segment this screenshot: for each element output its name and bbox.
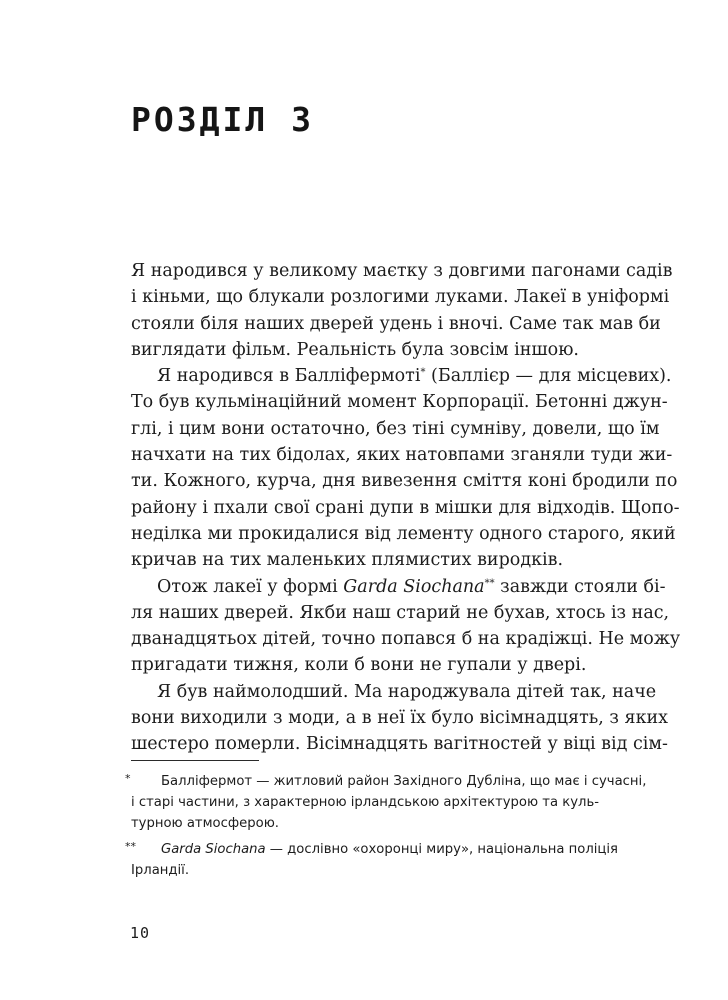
footnote-1 [125, 772, 647, 834]
text-line: неділка ми прокидалися від лементу одного старого, який [131, 523, 676, 544]
text-line: стояли біля наших дверей удень і вночі. Саме так мав би [131, 313, 661, 334]
footnote-line: і старі частини, з характерною ірландською архітектурою та куль- [131, 794, 599, 810]
text-line: і кіньми, що блукали розлогими луками. Лакеї в уніформі [131, 287, 670, 308]
footnote-line: Ірландії. [131, 863, 190, 879]
text-fragment: (Баллієр — для місцевих). [425, 366, 672, 387]
footnote-2 [125, 840, 618, 882]
text-line [131, 363, 672, 389]
text-line: ти. Кожного, курча, дня вивезення сміття коні бродили по [131, 471, 678, 492]
footnotes [125, 772, 647, 888]
text-line: пригадати тижня, коли б вони не гупали у двері. [131, 655, 587, 676]
footnote-line [131, 840, 618, 861]
text-line: району і пхали свої срані дупи в мішки для відходів. Щопо- [131, 497, 680, 518]
text-line: виглядати фільм. Реальність була зовсім іншою. [131, 339, 579, 360]
footnote-reference-1[interactable]: * [420, 367, 426, 379]
text-fragment: Отож лакеї у формі [157, 576, 344, 597]
paragraph-3 [131, 574, 681, 679]
footnote-mark: * [125, 772, 131, 785]
text-line: шестеро померли. Вісімнадцять вагітностей у віці від сім- [131, 734, 668, 755]
text-line: дванадцятьох дітей, точно попався б на крадіжці. Не можу [131, 629, 681, 650]
text-fragment: — дослівно «охоронці миру», національна поліція [265, 842, 618, 858]
italic-term: Garda Siochana [161, 842, 266, 858]
italic-term: Garda Siochana [343, 576, 485, 597]
footnote-divider [131, 760, 259, 761]
text-line: Я народився у великому маєтку з довгими пагонами садів [131, 261, 673, 281]
paragraph-2 [131, 363, 680, 573]
text-fragment: завжди стояли бі- [494, 576, 666, 597]
chapter-title: РОЗДІЛ 3 [131, 100, 314, 139]
body-text [131, 258, 681, 758]
text-line: То був кульмінаційний момент Корпорації. Бетонні джун- [131, 392, 668, 413]
paragraph-4 [131, 679, 669, 758]
text-fragment: Я народився в Балліфермоті [157, 366, 421, 387]
footnote-line: турною атмосферою. [131, 815, 279, 831]
footnote-reference-2[interactable]: ** [484, 577, 495, 589]
footnote-mark: ** [125, 840, 136, 854]
paragraph-1 [131, 258, 673, 363]
text-line [131, 574, 666, 600]
text-line: глі, і цим вони остаточно, без тіні сумніву, довели, що їм [131, 418, 660, 439]
text-line: ля наших дверей. Якби наш старий не бухав, хтось із нас, [131, 602, 670, 623]
footnote-line: Балліфермот — житловий район Західного Дубліна, що має і сучасні, [161, 774, 647, 789]
text-line: кричав на тих маленьких плямистих виродків. [131, 550, 564, 571]
page-number: 10 [130, 924, 151, 942]
text-line: вони виходили з моди, а в неї їх було вісімнадцять, з яких [131, 708, 669, 729]
text-line: Я був наймолодший. Ма народжувала дітей так, наче [157, 681, 657, 702]
text-line: начхати на тих бідолах, яких натовпами зганяли туди жи- [131, 445, 673, 466]
